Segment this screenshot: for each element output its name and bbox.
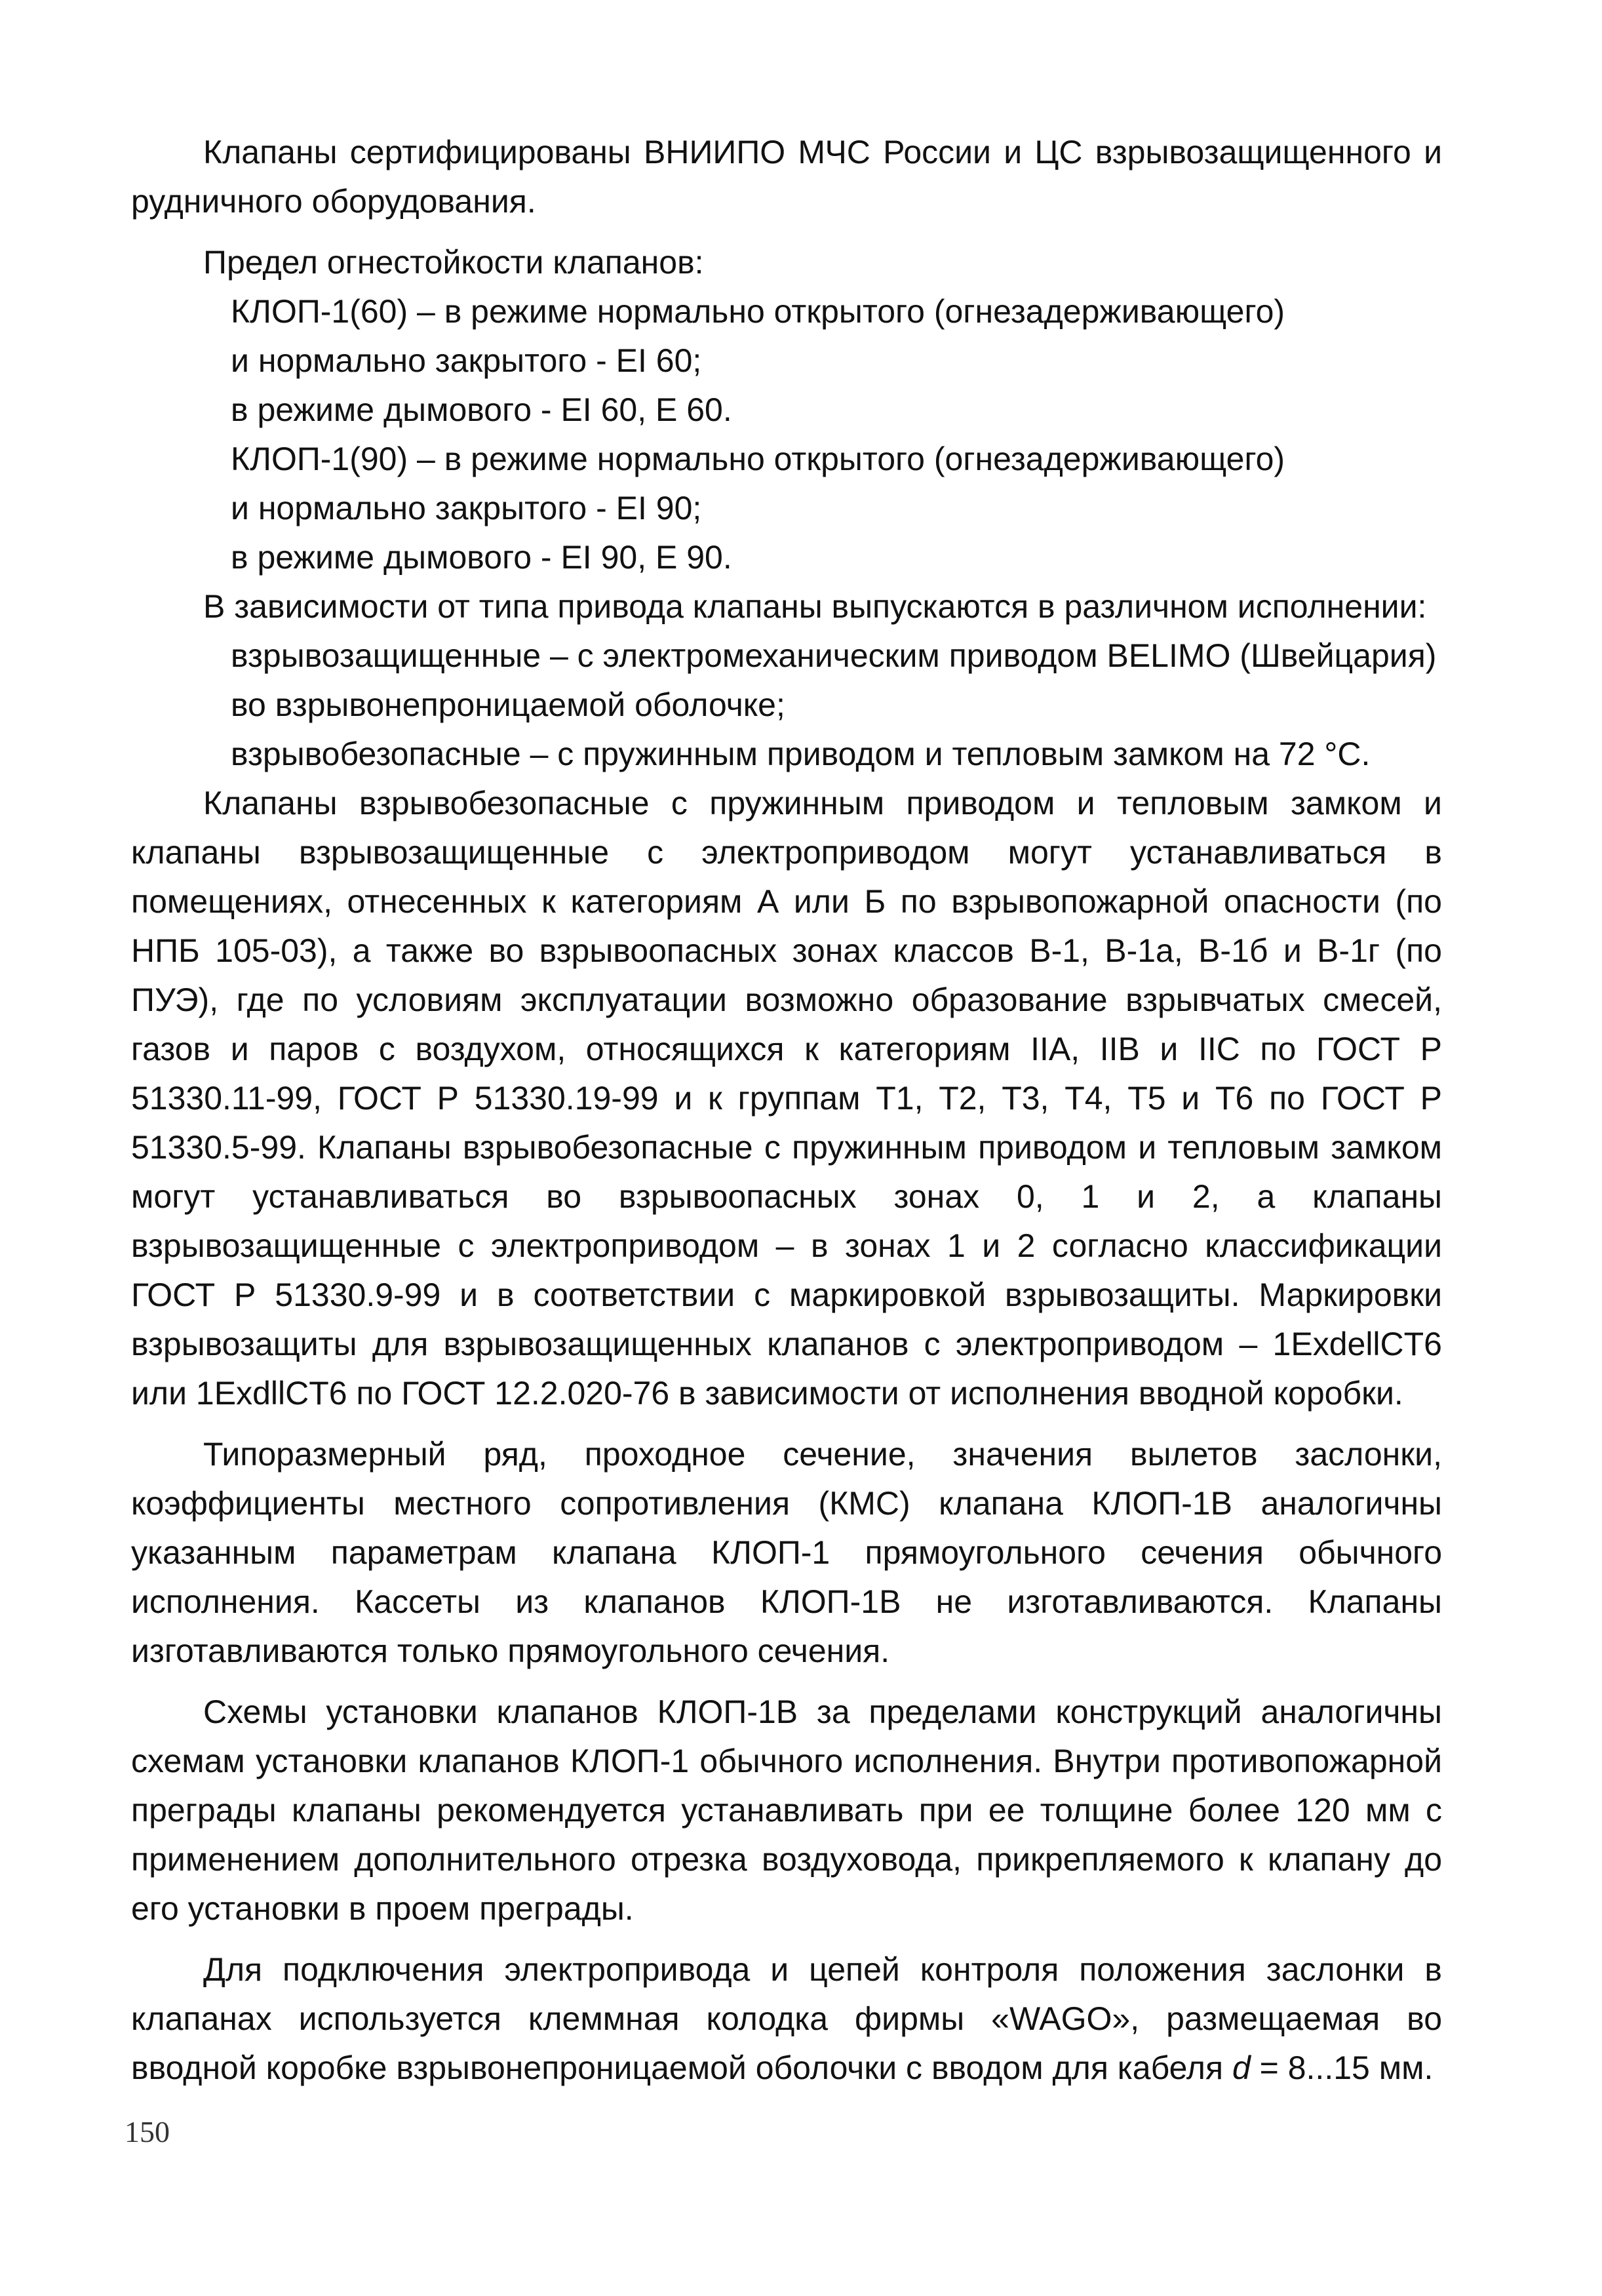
list-item: в режиме дымового - EI 90, E 90. bbox=[231, 539, 732, 576]
paragraph-installation-zones: Клапаны взрывобезопасные с пружинным приводом и тепловым замком и клапаны взрывозащищенные с электроприводом могут устанавливаться в помещениях, отнесенных к категориям А или Б по взрывопожарной опасности (по НПБ 105-03), а также во взрывоопасных зонах классов В-1, В-1а, В-1б и В-1г (по ПУЭ), где по условиям эксплуатации возможно образование взрывчатых смесей, газов и паров с воздухом, относящихся к категориям IIA, IIB и IIC по ГОСТ Р 51330.11-99, ГОСТ Р 51330.19-99 и к группам Т1, Т2, Т3, Т4, Т5 и Т6 по ГОСТ Р 51330.5-99. Клапаны взрывобезопасные с пружинным приводом и тепловым замком могут устанавливаться во взрывоопасных зонах 0, 1 и 2, а клапаны взрывозащищенные с электроприводом – в зонах 1 и 2 согласно классификации ГОСТ Р 51330.9-99 и в соответствии с маркировкой взрывозащиты. Маркировки взрывозащиты для взрывозащищенных клапанов с электроприводом – 1ExdellCT6 или 1ExdllCT6 по ГОСТ 12.2.020-76 в зависимости от исполнения вводной коробки. bbox=[131, 785, 1442, 1412]
list-item: во взрывонепроницаемой оболочке; bbox=[231, 686, 785, 723]
fire-resistance-list bbox=[231, 287, 1442, 582]
list-item: КЛОП-1(90) – в режиме нормально открытого (огнезадерживающего) bbox=[231, 441, 1285, 477]
list-item: КЛОП-1(60) – в режиме нормально открытого (огнезадерживающего) bbox=[231, 293, 1285, 330]
cable-diameter-variable: d bbox=[1232, 2049, 1251, 2086]
paragraph-wiring bbox=[131, 1945, 1442, 2093]
paragraph-drive-types-heading: В зависимости от типа привода клапаны выпускаются в различном исполнении: bbox=[203, 588, 1427, 625]
paragraph-fire-resistance-heading: Предел огнестойкости клапанов: bbox=[203, 244, 704, 281]
drive-types-list bbox=[231, 631, 1442, 779]
list-item: в режиме дымового - EI 60, E 60. bbox=[231, 391, 732, 428]
page-number: 150 bbox=[125, 2115, 170, 2148]
list-item: взрывобезопасные – с пружинным приводом и тепловым замком на 72 °C. bbox=[231, 736, 1371, 772]
paragraph-size-range: Типоразмерный ряд, проходное сечение, значения вылетов заслонки, коэффициенты местного сопротивления (КМС) клапана КЛОП-1В аналогичны указанным параметрам клапана КЛОП-1 прямоугольного сечения обычного исполнения. Кассеты из клапанов КЛОП-1В не изготавливаются. Клапаны изготавливаются только прямоугольного сечения. bbox=[131, 1436, 1442, 1669]
paragraph-certification: Клапаны сертифицированы ВНИИПО МЧС России и ЦС взрывозащищенного и рудничного оборудования. bbox=[131, 134, 1442, 220]
wiring-text-end: = 8...15 мм. bbox=[1250, 2049, 1434, 2086]
list-item: взрывозащищенные – с электромеханическим приводом BELIMO (Швейцария) bbox=[231, 637, 1437, 674]
wiring-text: Для подключения электропривода и цепей контроля положения заслонки в клапанах используется клеммная колодка фирмы «WAGO», размещаемая во вводной коробке взрывонепроницаемой оболочки с вводом для кабеля bbox=[131, 1951, 1442, 2086]
document-page bbox=[131, 128, 1442, 2093]
list-item: и нормально закрытого - EI 90; bbox=[231, 490, 702, 526]
list-item: и нормально закрытого - EI 60; bbox=[231, 342, 702, 379]
paragraph-installation-schemes: Схемы установки клапанов КЛОП-1В за пределами конструкций аналогичны схемам установки клапанов КЛОП-1 обычного исполнения. Внутри противопожарной преграды клапаны рекомендуется устанавливать при ее толщине более 120 мм с применением дополнительного отрезка воздуховода, прикрепляемого к клапану до его установки в проем преграды. bbox=[131, 1693, 1442, 1927]
